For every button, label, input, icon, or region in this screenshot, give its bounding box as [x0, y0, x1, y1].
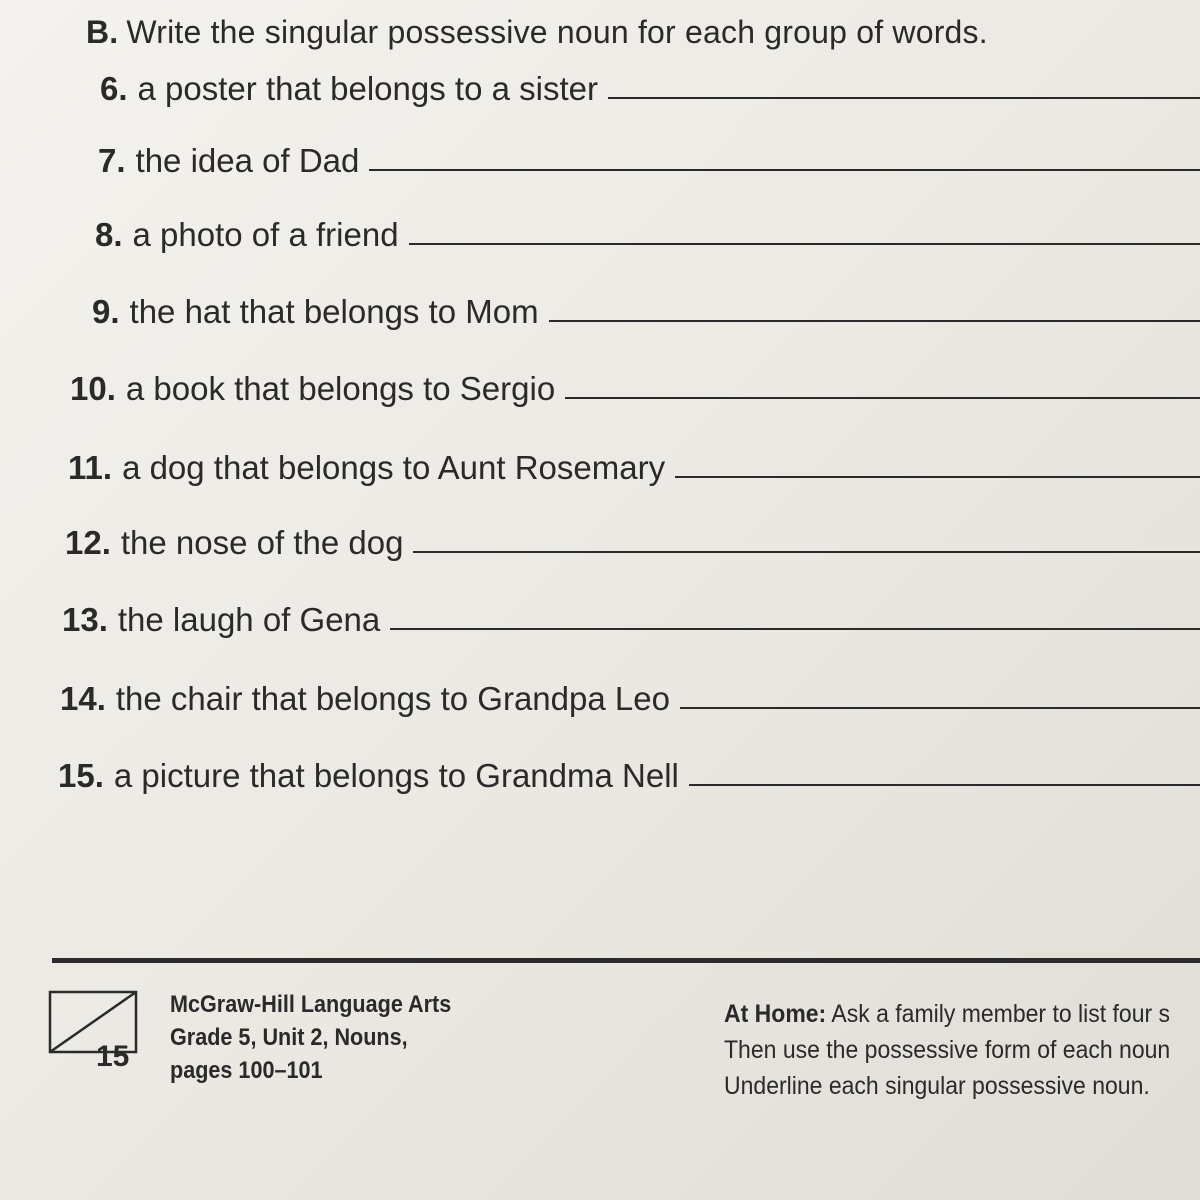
item-number: 15.: [58, 757, 104, 794]
source-citation: [170, 988, 451, 1087]
source-line: McGraw-Hill Language Arts: [170, 991, 452, 1018]
at-home-line: Then use the possessive form of each noun: [724, 1036, 1171, 1064]
exercise-item-13: [62, 601, 1200, 639]
exercise-item-15: [58, 757, 1200, 795]
item-text: the laugh of Gena: [117, 601, 381, 638]
item-number: 14.: [60, 680, 106, 717]
answer-line[interactable]: [390, 628, 1200, 630]
item-text: a poster that belongs to a sister: [137, 70, 598, 107]
answer-line[interactable]: [675, 476, 1200, 478]
answer-line[interactable]: [608, 97, 1200, 99]
item-number: 10.: [70, 370, 116, 407]
item-text: the hat that belongs to Mom: [129, 293, 539, 330]
exercise-item-11: [68, 449, 1200, 487]
answer-line[interactable]: [409, 243, 1200, 245]
at-home-label: At Home:: [724, 1000, 827, 1028]
answer-line[interactable]: [680, 707, 1200, 709]
answer-line[interactable]: [369, 169, 1200, 171]
item-number: 12.: [65, 524, 111, 561]
item-text: a book that belongs to Sergio: [125, 370, 556, 407]
page-number: 15: [96, 1040, 130, 1073]
answer-line[interactable]: [689, 784, 1200, 786]
item-text: a dog that belongs to Aunt Rosemary: [122, 449, 666, 486]
exercise-item-14: [60, 680, 1200, 718]
item-number: 7.: [98, 142, 126, 179]
answer-line[interactable]: [549, 320, 1200, 322]
item-text: the nose of the dog: [120, 524, 404, 561]
answer-line[interactable]: [565, 397, 1200, 399]
item-text: the chair that belongs to Grandpa Leo: [115, 680, 670, 717]
source-line: pages 100–101: [170, 1057, 323, 1084]
footer-divider: [52, 958, 1200, 963]
item-text: a photo of a friend: [132, 216, 399, 253]
item-text: the idea of Dad: [135, 142, 360, 179]
exercise-item-6: [100, 70, 1200, 108]
at-home-note: [724, 996, 1170, 1104]
item-number: 13.: [62, 601, 108, 638]
exercise-item-7: [98, 142, 1200, 180]
item-number: 9.: [92, 293, 120, 330]
exercise-item-8: [95, 216, 1200, 254]
item-text: a picture that belongs to Grandma Nell: [113, 757, 679, 794]
exercise-item-10: [70, 370, 1200, 408]
source-line: Grade 5, Unit 2, Nouns,: [170, 1024, 408, 1051]
at-home-line: Ask a family member to list four s: [831, 1000, 1171, 1028]
item-number: 8.: [95, 216, 123, 253]
answer-line[interactable]: [413, 551, 1200, 553]
item-number: 11.: [68, 449, 113, 486]
instruction-text: Write the singular possessive noun for each group of words.: [126, 14, 988, 50]
section-letter: B.: [86, 14, 119, 50]
exercise-item-9: [92, 293, 1200, 331]
section-instruction: [86, 14, 988, 51]
at-home-line: Underline each singular possessive noun.: [724, 1072, 1150, 1100]
exercise-item-12: [65, 524, 1200, 562]
item-number: 6.: [100, 70, 128, 107]
